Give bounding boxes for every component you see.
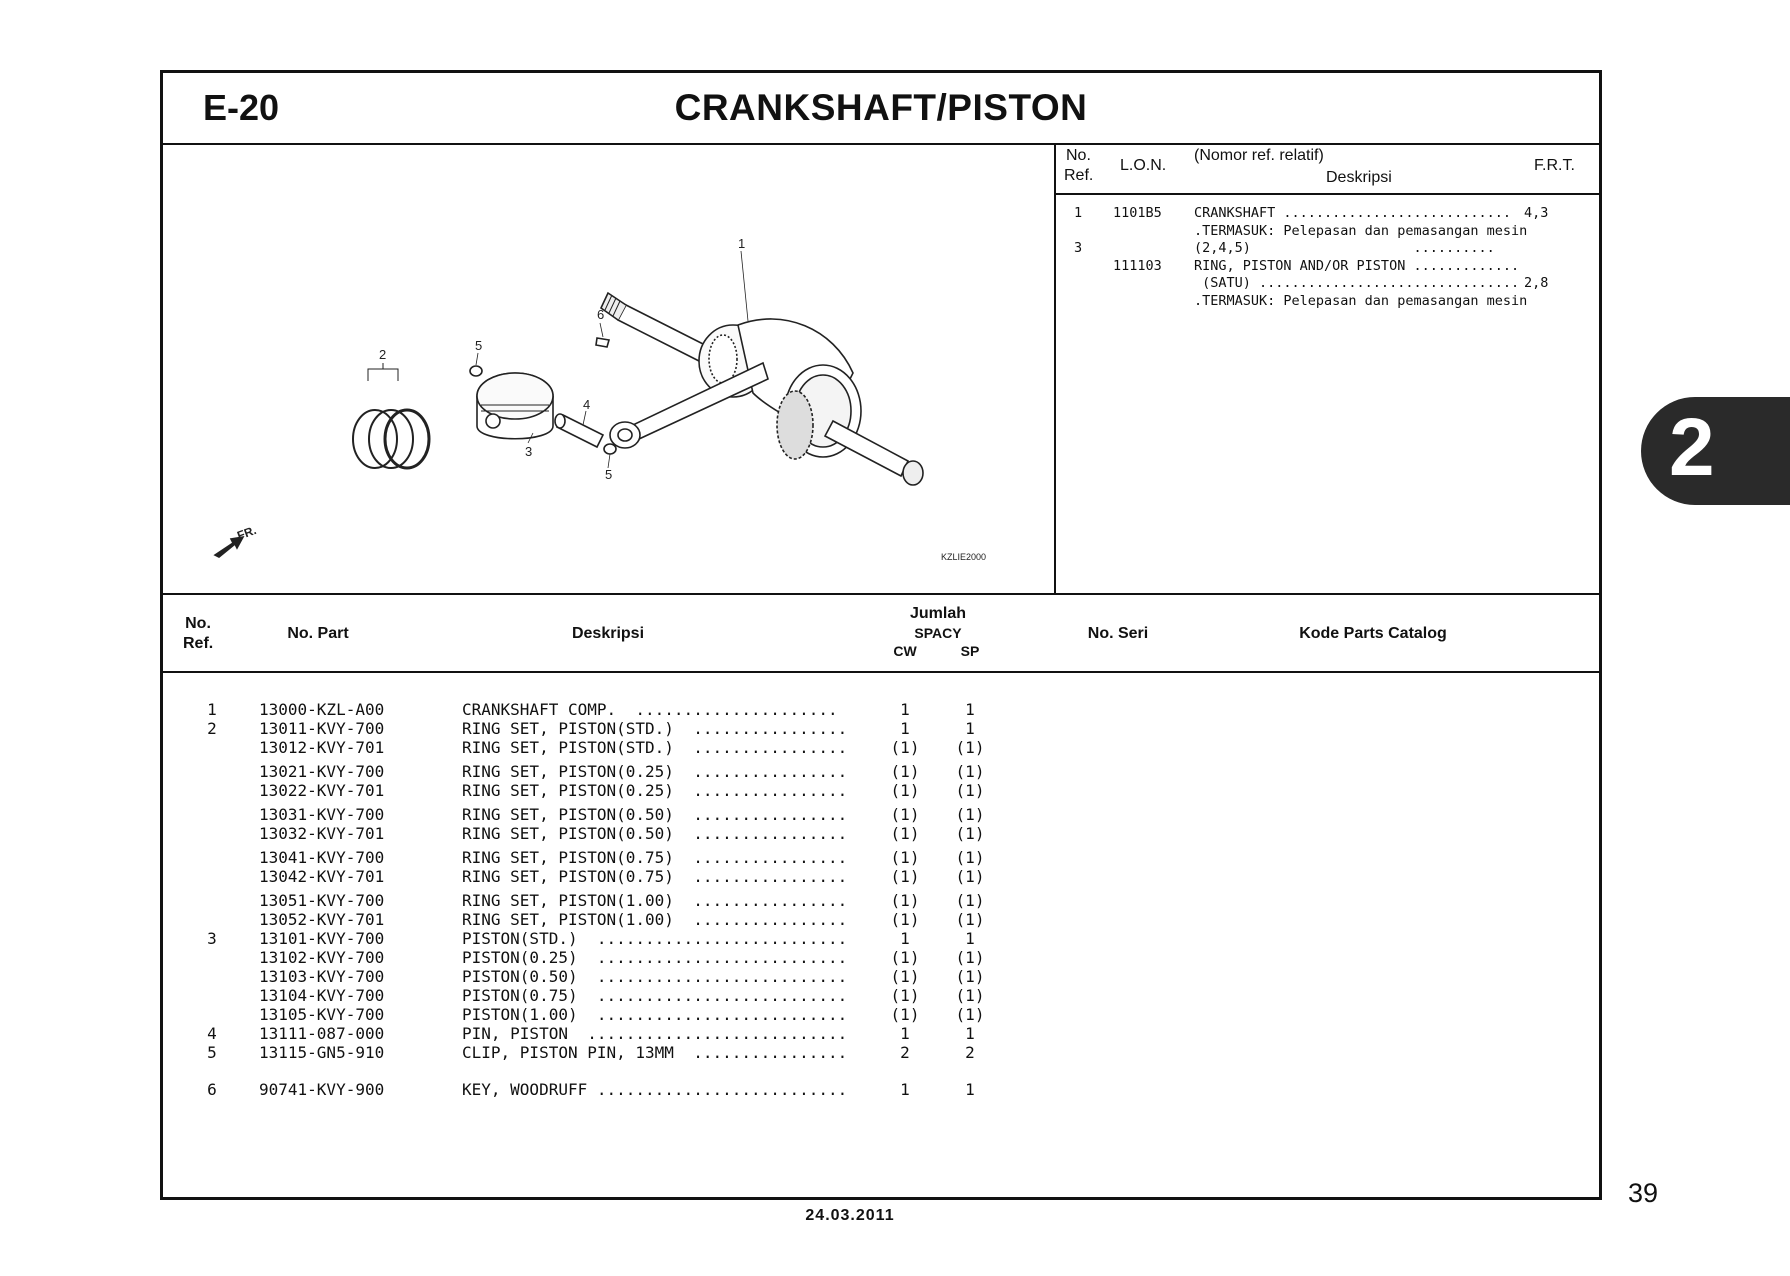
header-serial-number: No. Seri <box>1087 625 1149 642</box>
table-row: 13042-KVY-701 RING SET, PISTON(0.75) ................ (1) (1) <box>259 867 985 886</box>
frt-header-desc-top: (Nomor ref. relatif) <box>1194 147 1324 164</box>
header-ref-top: No. <box>185 615 211 632</box>
frt-header-lon: L.O.N. <box>1120 157 1167 174</box>
publication-date: 24.03.2011 <box>805 1207 895 1224</box>
table-row: 13102-KVY-700 PISTON(0.25) .......................... (1) (1) <box>259 948 985 967</box>
exploded-view-illustration <box>163 143 1056 595</box>
table-row: 3 13101-KVY-700 PISTON(STD.) .......................... 1 1 <box>207 929 975 948</box>
table-row: 13012-KVY-701 RING SET, PISTON(STD.) ................ (1) (1) <box>259 738 985 757</box>
callout-5-lower: 5 <box>605 467 613 482</box>
frt-header-ref-top: No. <box>1066 147 1091 164</box>
chapter-tab <box>1641 397 1790 505</box>
table-row: 13103-KVY-700 PISTON(0.50) .......................... (1) (1) <box>259 967 985 986</box>
callout-5-upper: 5 <box>475 338 483 353</box>
callout-1: 1 <box>738 236 746 251</box>
crankshaft-piston-drawing <box>163 143 1054 593</box>
table-row: 13051-KVY-700 RING SET, PISTON(1.00) ................ (1) (1) <box>259 891 985 910</box>
table-row: 2 13011-KVY-700 RING SET, PISTON(STD.) ................ 1 1 <box>207 719 975 738</box>
table-row: 13021-KVY-700 RING SET, PISTON(0.25) ................ (1) (1) <box>259 762 985 781</box>
flat-rate-time-table: No. Ref. L.O.N. (Nomor ref. relatif) Deskripsi F.R.T. 1 1101B5 CRANKSHAFT ............................ 4,3 .TERMASUK: Pelepasan dan pemasangan mesin 3 (2,4,5) .......... 111103 RING, PISTON AND/OR PISTON ............. (SATU) ................................ 2,8 .TERMASUK: Pelepasan dan pemasangan mesin <box>1056 143 1599 595</box>
table-row: 13104-KVY-700 PISTON(0.75) .......................... (1) (1) <box>259 986 985 1005</box>
parts-table-header <box>163 595 1599 673</box>
page-number: 39 <box>1628 1178 1659 1208</box>
table-row: 6 90741-KVY-900 KEY, WOODRUFF .......................... 1 1 <box>207 1080 975 1099</box>
header-catalog-code: Kode Parts Catalog <box>1299 625 1447 642</box>
table-row: 13031-KVY-700 RING SET, PISTON(0.50) ................ (1) (1) <box>259 805 985 824</box>
table-row: 4 13111-087-000 PIN, PISTON ........................... 1 1 <box>207 1024 975 1043</box>
table-row: 13105-KVY-700 PISTON(1.00) .......................... (1) (1) <box>259 1005 985 1024</box>
front-direction-label: FR. <box>235 523 259 543</box>
header-part-number: No. Part <box>287 625 349 642</box>
section-code: E-20 <box>203 87 280 128</box>
frt-header-frt: F.R.T. <box>1534 157 1575 174</box>
page-header <box>163 73 1599 145</box>
header-cw: CW <box>893 643 917 659</box>
header-description: Deskripsi <box>571 625 645 642</box>
table-row: 5 13115-GN5-910 CLIP, PISTON PIN, 13MM ................ 2 2 <box>207 1043 975 1062</box>
drawing-code: KZLIE2000 <box>941 552 987 562</box>
table-row: 13022-KVY-701 RING SET, PISTON(0.25) ................ (1) (1) <box>259 781 985 800</box>
callout-4: 4 <box>583 397 591 412</box>
header-ref-bottom: Ref. <box>183 635 214 652</box>
frt-header-ref-bottom: Ref. <box>1064 167 1094 184</box>
page-title: CRANKSHAFT/PISTON <box>674 87 1088 128</box>
frt-table-header <box>1056 143 1599 195</box>
table-row: 13052-KVY-701 RING SET, PISTON(1.00) ................ (1) (1) <box>259 910 985 929</box>
header-sp: SP <box>960 643 980 659</box>
chapter-number: 2 <box>1669 402 1715 493</box>
callout-3: 3 <box>525 444 533 459</box>
table-row: 1 13000-KZL-A00 CRANKSHAFT COMP. ..................... 1 1 <box>207 700 975 719</box>
table-row: 13041-KVY-700 RING SET, PISTON(0.75) ................ (1) (1) <box>259 848 985 867</box>
catalog-frame <box>160 70 1602 1200</box>
header-quantity: Jumlah <box>909 605 966 622</box>
header-model: SPACY <box>914 625 962 641</box>
callout-2: 2 <box>379 347 387 362</box>
frt-header-desc-bottom: Deskripsi <box>1326 169 1392 186</box>
table-row: 13032-KVY-701 RING SET, PISTON(0.50) ................ (1) (1) <box>259 824 985 843</box>
callout-6: 6 <box>597 307 605 322</box>
